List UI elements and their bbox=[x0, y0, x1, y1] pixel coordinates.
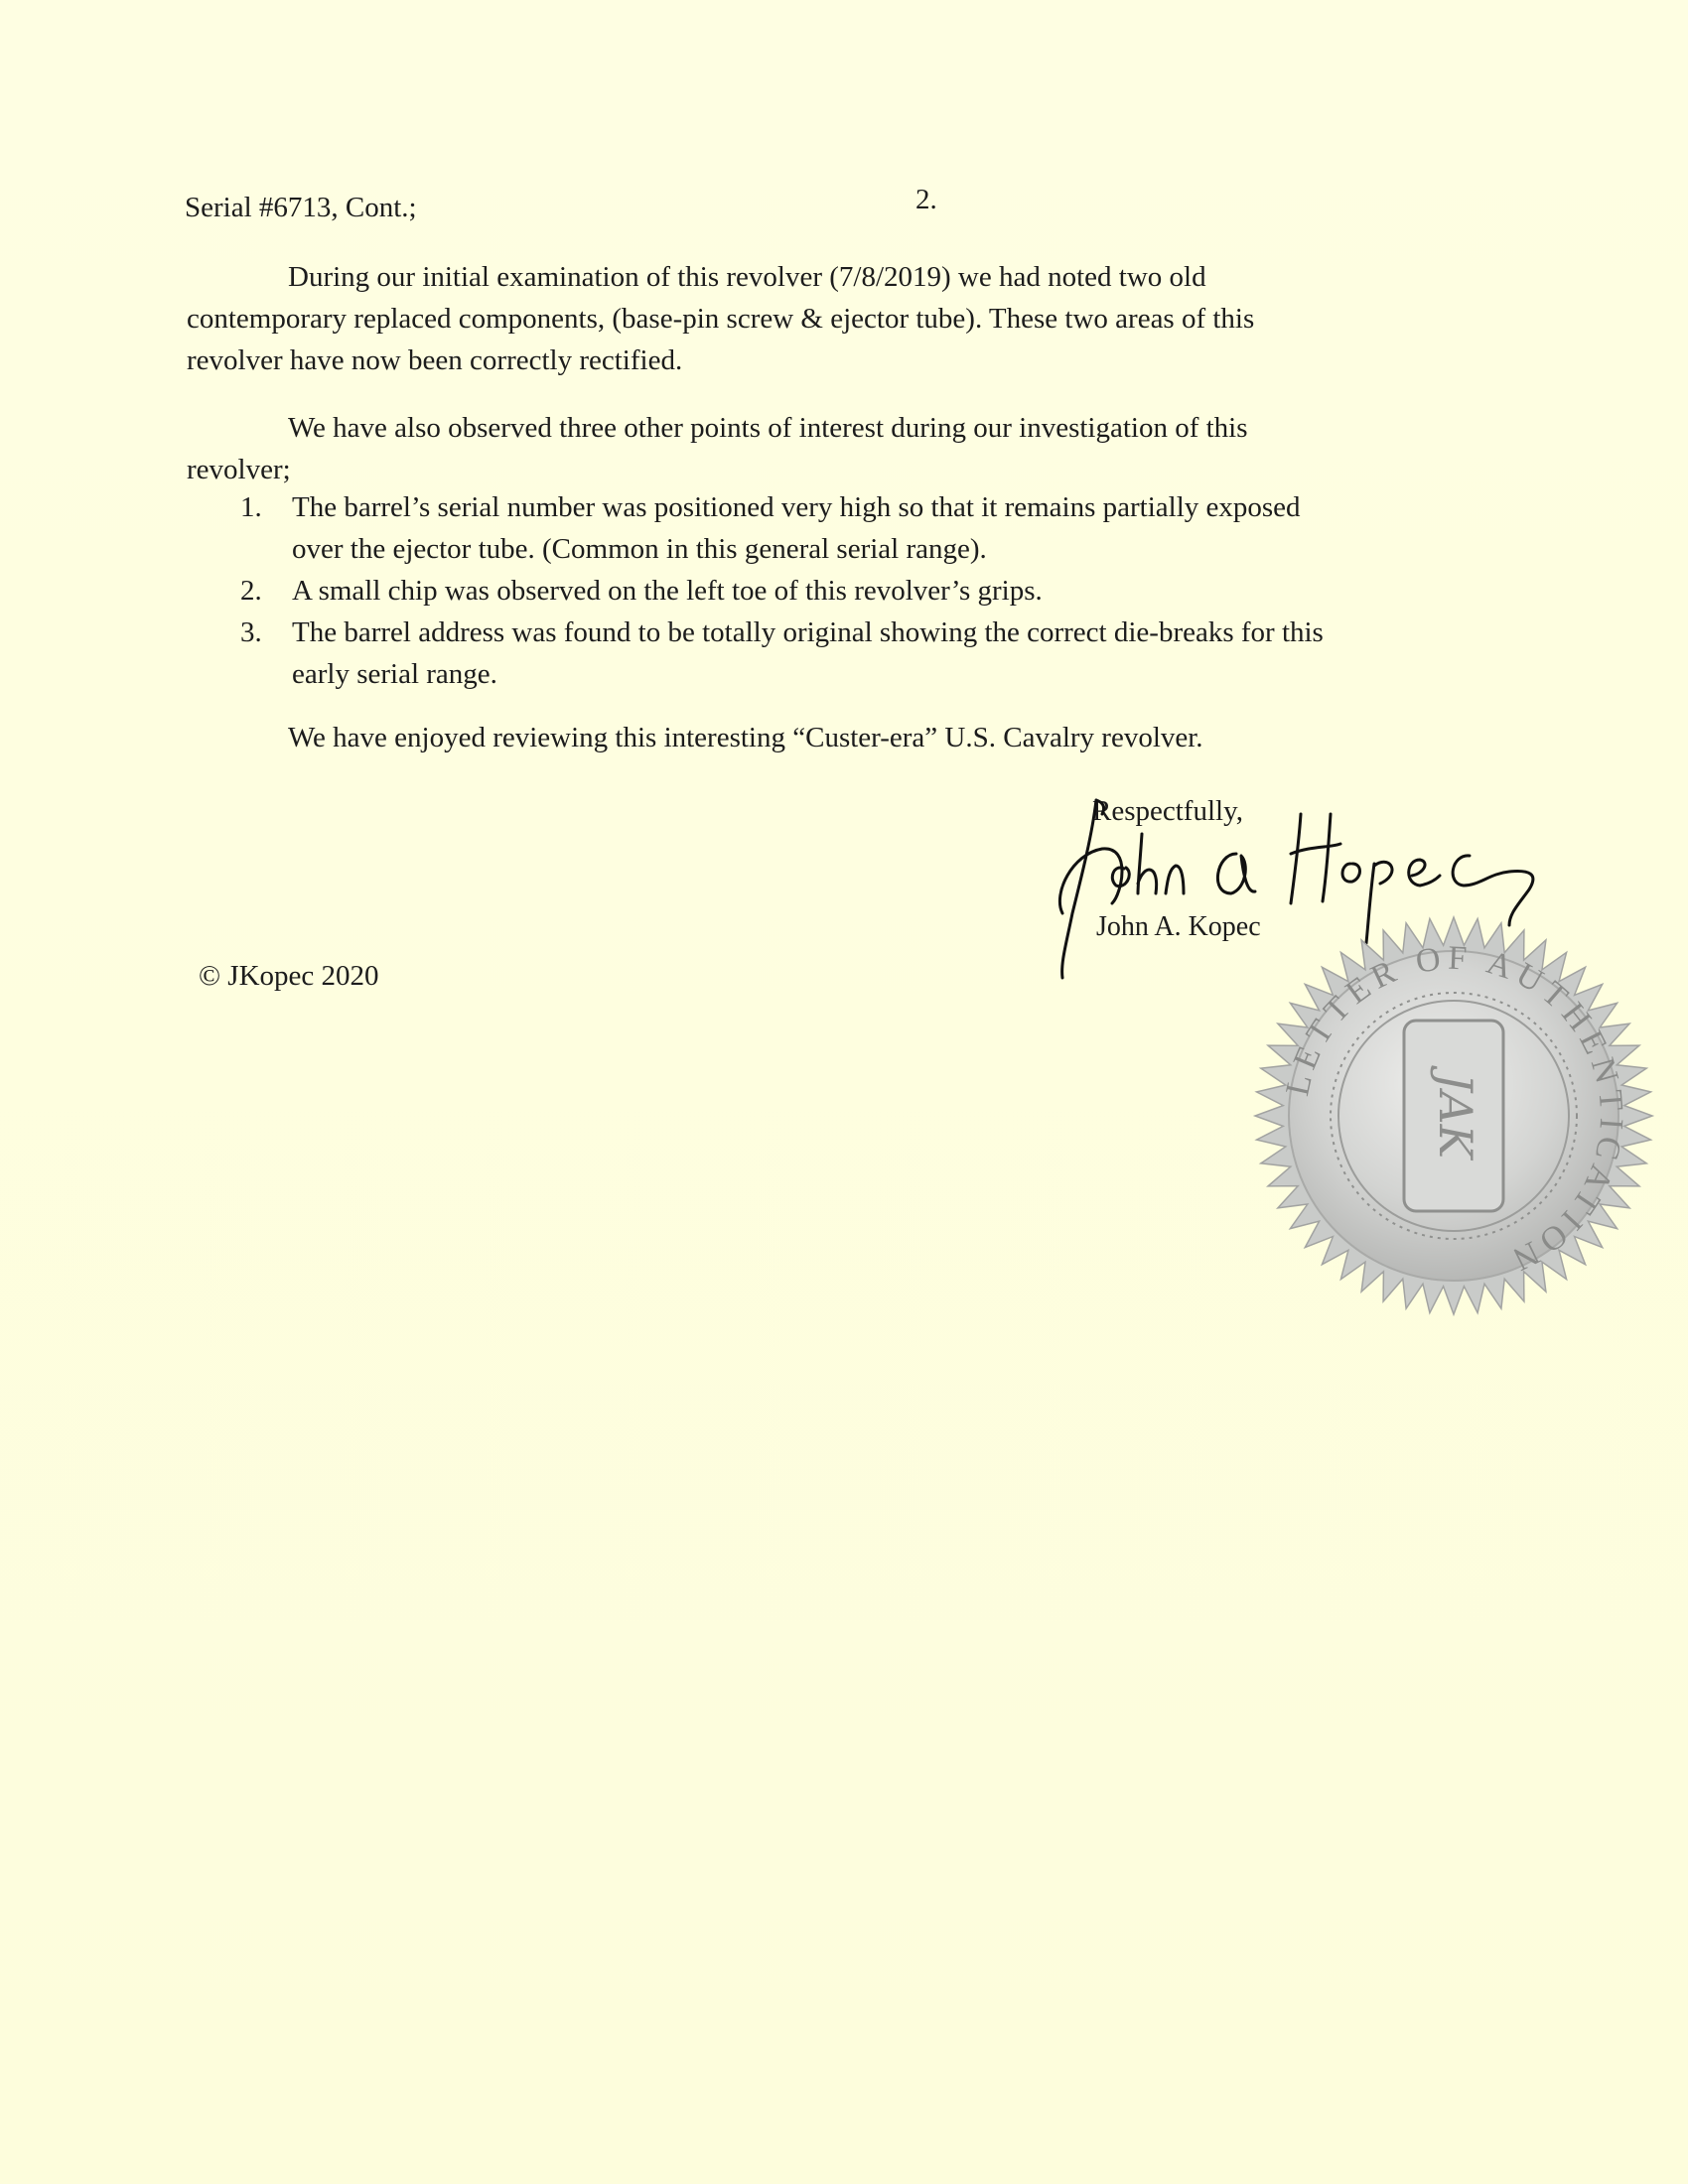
list-item bbox=[240, 570, 1511, 612]
list-line: The barrel’s serial number was positioned very high so that it remains partially exposed bbox=[292, 491, 1301, 523]
paragraph-line: revolver have now been correctly rectified. bbox=[187, 344, 683, 376]
authentication-seal bbox=[1249, 911, 1658, 1320]
seal-outer-text: LETTER OF AUTHENTICATION bbox=[1279, 939, 1630, 1281]
paragraph-line: We have enjoyed reviewing this interesting “Custer-era” U.S. Cavalry revolver. bbox=[288, 722, 1203, 753]
paragraph-closing-remark bbox=[187, 717, 1497, 758]
paragraph-line: During our initial examination of this revolver (7/8/2019) we had noted two old bbox=[288, 261, 1206, 293]
seal-monogram: JAK bbox=[1429, 1072, 1482, 1160]
list-number: 3. bbox=[240, 616, 262, 648]
list-item bbox=[240, 612, 1511, 695]
list-item bbox=[240, 486, 1511, 570]
list-line: over the ejector tube. (Common in this general serial range). bbox=[292, 533, 987, 565]
list-number: 2. bbox=[240, 575, 262, 607]
list-line: early serial range. bbox=[292, 658, 497, 690]
copyright-notice: © JKopec 2020 bbox=[199, 960, 379, 992]
paragraph-points-of-interest bbox=[187, 407, 1497, 490]
points-list bbox=[240, 486, 1511, 695]
closing-salutation: Respectfully, bbox=[1092, 795, 1243, 827]
serial-header: Serial #6713, Cont.; bbox=[185, 192, 417, 223]
signer-name: John A. Kopec bbox=[1096, 911, 1261, 942]
list-line: The barrel address was found to be totally original showing the correct die-breaks for this bbox=[292, 616, 1324, 648]
list-line: A small chip was observed on the left toe of this revolver’s grips. bbox=[292, 575, 1043, 607]
page-number: 2. bbox=[915, 184, 937, 215]
paragraph-initial-examination bbox=[187, 256, 1497, 381]
paragraph-line: contemporary replaced components, (base-pin screw & ejector tube). These two areas of this bbox=[187, 303, 1255, 335]
paragraph-line: revolver; bbox=[187, 454, 291, 485]
paragraph-line: We have also observed three other points of interest during our investigation of this bbox=[288, 412, 1248, 444]
list-number: 1. bbox=[240, 491, 262, 523]
